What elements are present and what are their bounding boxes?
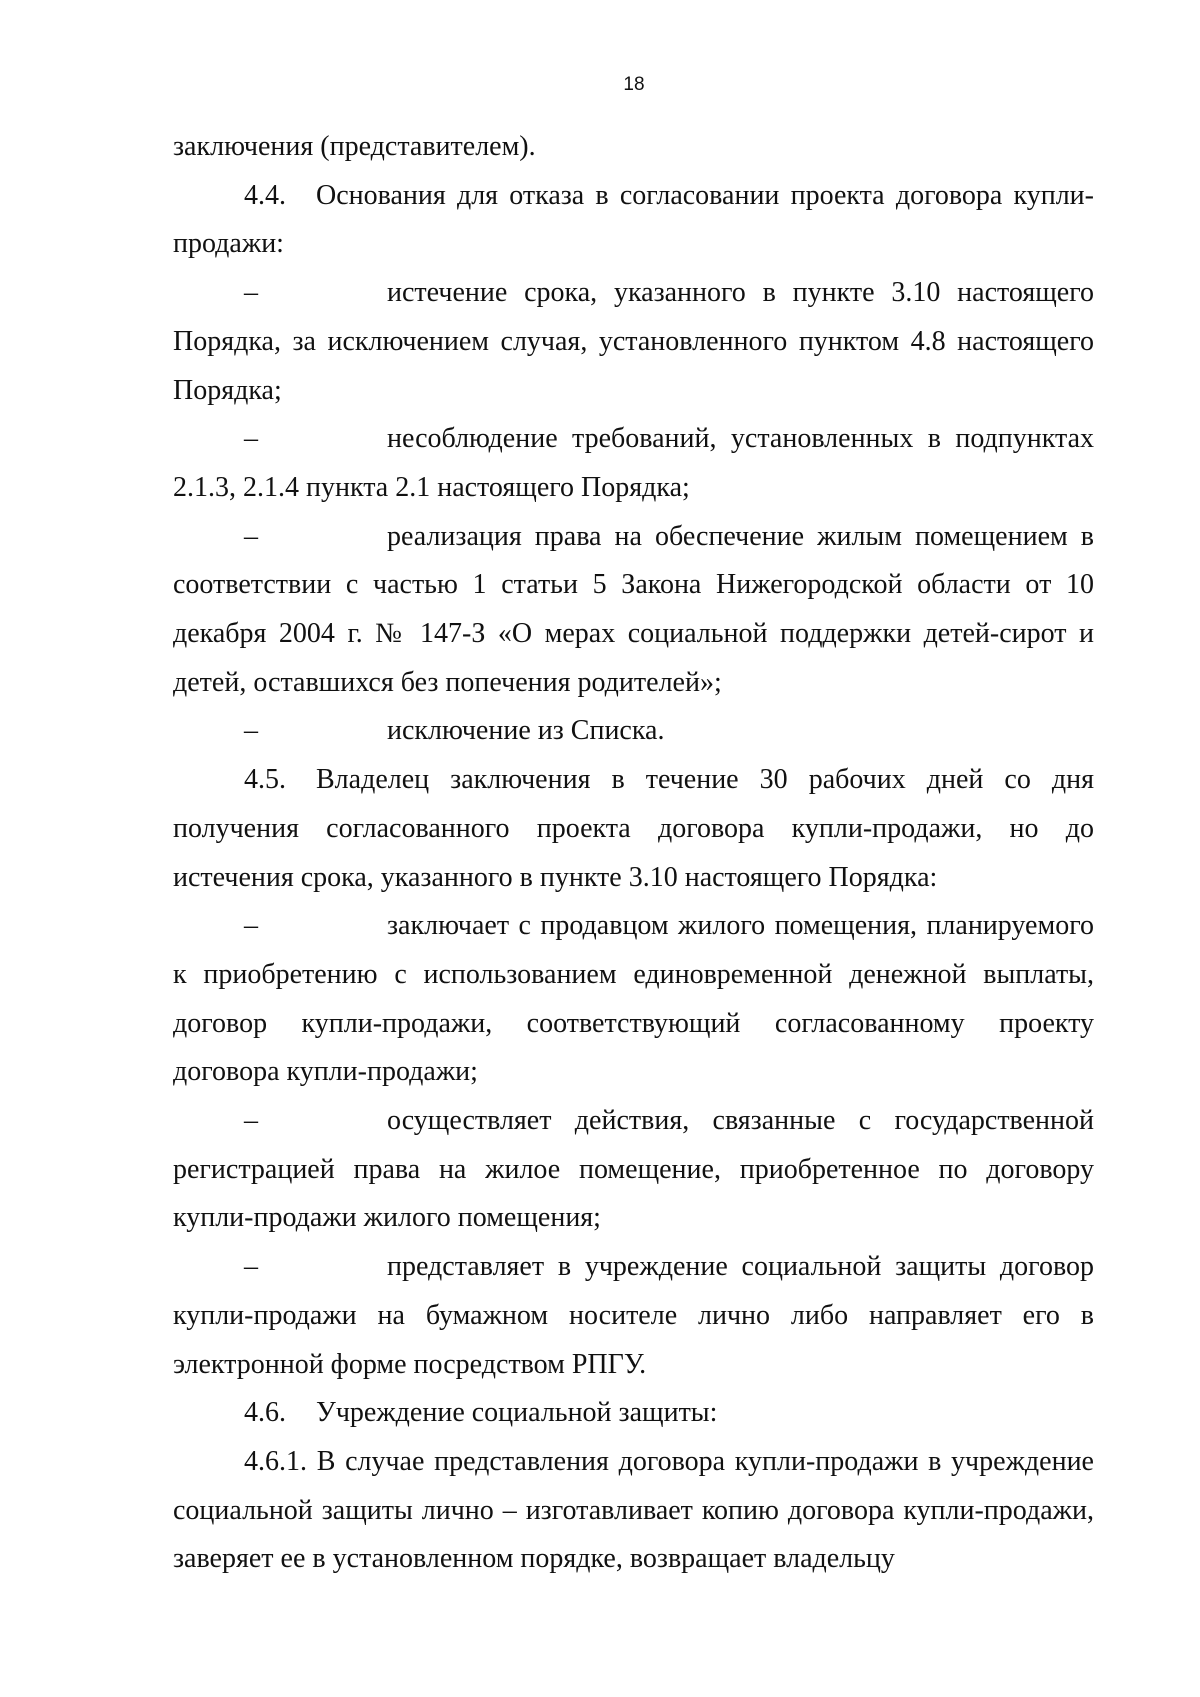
paragraph-continuation: заключения (представителем). — [173, 131, 536, 162]
list-item-text: реализация права на обеспечение жилым помещением в соответствии с частью 1 статьи 5 Закона Нижегородской области от 10 декабря 2004 г. № 147-З «О мерах социальной поддержки детей-сирот и детей, оставшихся без попечения родителей»; — [173, 520, 1094, 698]
list-item — [173, 1243, 1094, 1389]
clause-text: 4.6.1. В случае представления договора купли-продажи в учреждение социальной защиты лично – изготавливает копию договора купли-продажи, заверяет ее в установленном порядке, возвращает владельцу — [173, 1445, 1094, 1575]
list-item — [173, 1097, 1094, 1243]
list-item-text: заключает с продавцом жилого помещения, планируемого к приобретению с использованием единовременной денежной выплаты, договор купли-продажи, соответствующий согласованному проекту договора купли-продажи; — [173, 910, 1094, 1088]
list-item-text: представляет в учреждение социальной защиты договор купли-продажи на бумажном носителе лично либо направляет его в электронной форме посредством РПГУ. — [173, 1251, 1094, 1380]
clause-4-5 — [173, 756, 1094, 902]
list-item — [173, 513, 1094, 708]
list-dash: – — [244, 715, 258, 747]
list-item — [173, 415, 1094, 512]
document-body — [173, 123, 1094, 1584]
clause-4-4 — [173, 172, 1094, 269]
page-number: 18 — [623, 74, 645, 95]
clause-text: Учреждение социальной защиты: — [316, 1397, 718, 1429]
list-dash: – — [244, 910, 258, 942]
list-dash: – — [244, 1251, 258, 1283]
list-item — [173, 902, 1094, 1097]
clause-4-6-1 — [173, 1438, 1094, 1584]
clause-number: 4.4. — [244, 179, 286, 211]
clause-text: Владелец заключения в течение 30 рабочих дней со дня получения согласованного проекта договора купли-продажи, но до истечения срока, указанного в пункте 3.10 настоящего Порядка: — [173, 764, 1094, 893]
list-dash: – — [244, 277, 258, 309]
list-item — [173, 269, 1094, 415]
list-item-text: несоблюдение требований, установленных в подпунктах 2.1.3, 2.1.4 пункта 2.1 настоящего Порядка; — [173, 423, 1094, 503]
clause-number: 4.6. — [244, 1397, 286, 1429]
clause-number: 4.5. — [244, 764, 286, 796]
clause-text: Основания для отказа в согласовании проекта договора купли-продажи: — [173, 179, 1094, 260]
list-dash: – — [244, 520, 258, 552]
clause-4-6 — [173, 1389, 1094, 1438]
list-item-text: истечение срока, указанного в пункте 3.10 настоящего Порядка, за исключением случая, установленного пунктом 4.8 настоящего Порядка; — [173, 277, 1094, 406]
list-dash: – — [244, 1105, 258, 1137]
list-item-text: осуществляет действия, связанные с государственной регистрацией права на жилое помещение, приобретенное по договору купли-продажи жилого помещения; — [173, 1105, 1094, 1234]
list-item-text: исключение из Списка. — [387, 715, 665, 747]
list-dash: – — [244, 423, 258, 455]
list-item — [173, 707, 1094, 756]
